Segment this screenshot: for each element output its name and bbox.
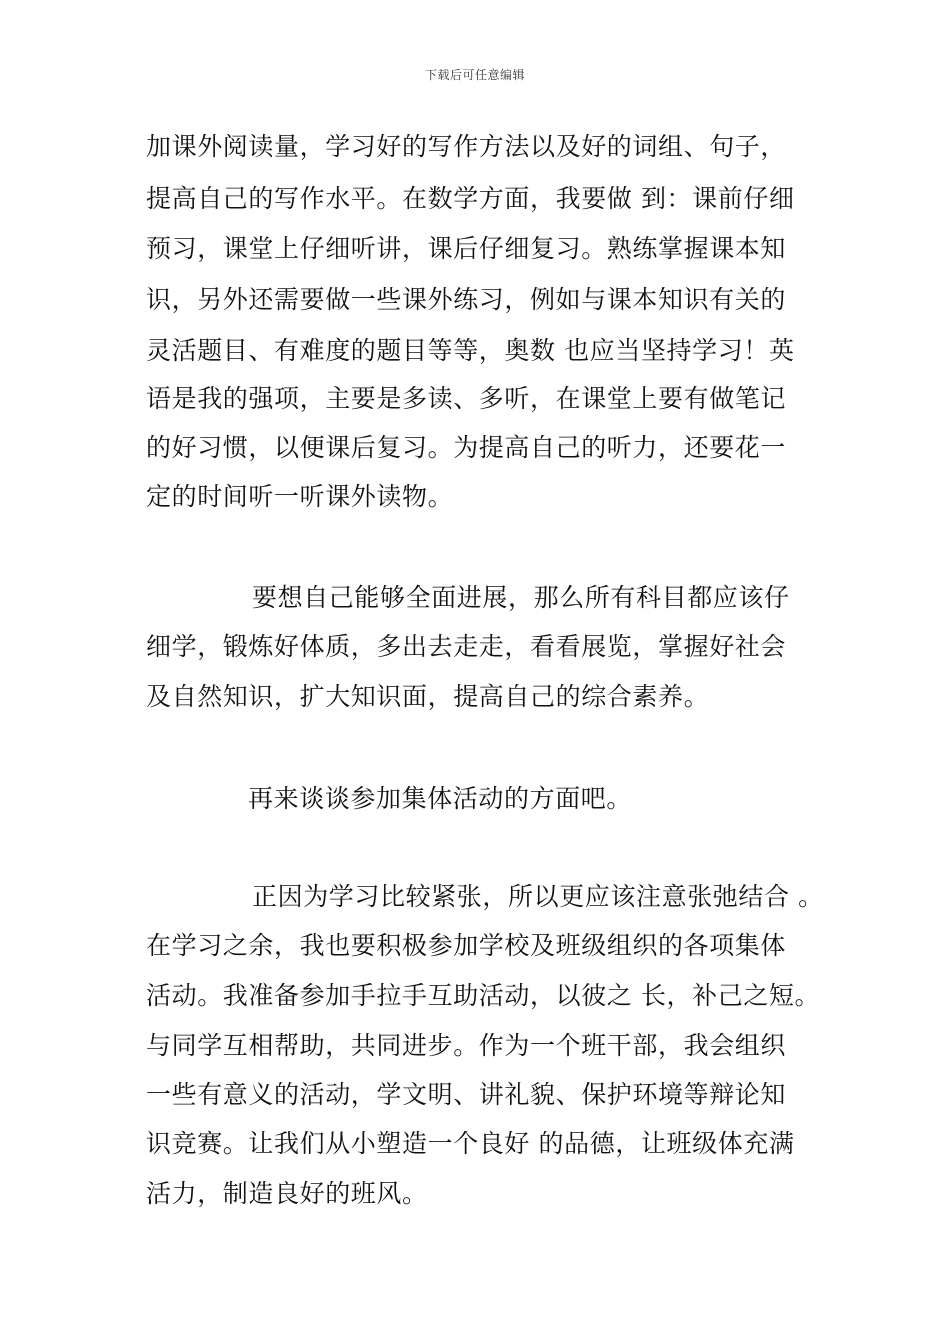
paragraph-2-line-1: 要想自己能够全面进展，那么所有科目都应该仔 (252, 583, 790, 612)
paragraph-3-line-1: 再来谈谈参加集体活动的方面吧。 (248, 784, 633, 813)
page-header: 下载后可任意编辑 (424, 68, 525, 82)
paragraph-4-line-2: 在学习之余，我也要积极参加学校及班级组织的各项集体 (146, 931, 787, 960)
paragraph-2-line-3: 及自然知识，扩大知识面，提高自己的综合素养。 (146, 682, 710, 711)
paragraph-1-line-5: 灵活题目、有难度的题目等等，奥数 也应当坚持学习！英 (146, 336, 795, 365)
paragraph-1-line-2: 提高自己的写作水平。在数学方面，我要做 到：课前仔细 (146, 184, 795, 213)
paragraph-4-line-7: 活力，制造良好的班风。 (146, 1179, 428, 1208)
paragraph-1-line-1: 加课外阅读量，学习好的写作方法以及好的词组、句子， (146, 132, 787, 161)
paragraph-4-line-1: 正因为学习比较紧张，所以更应该注意张弛结合 。 (252, 882, 824, 911)
paragraph-1-line-7: 的好习惯，以便课后复习。为提高自己的听力，还要花一 (146, 433, 787, 462)
paragraph-1-line-6: 语是我的强项，主要是多读、多听，在课堂上要有做笔记 (146, 384, 787, 413)
paragraph-1-line-3: 预习，课堂上仔细听讲，课后仔细复习。熟练掌握课本知 (146, 234, 787, 263)
paragraph-4-line-5: 一些有意义的活动，学文明、讲礼貌、保护环境等辩论知 (146, 1080, 787, 1109)
paragraph-1-line-8: 定的时间听一听课外读物。 (146, 482, 454, 511)
paragraph-1-line-4: 识，另外还需要做一些课外练习，例如与课本知识有关的 (146, 285, 787, 314)
paragraph-4-line-3: 活动。我准备参加手拉手互助活动，以彼之 长，补己之短。 (146, 981, 821, 1010)
paragraph-2-line-2: 细学，锻炼好体质，多出去走走，看看展览，掌握好社会 (146, 632, 787, 661)
paragraph-4-line-6: 识竞赛。让我们从小塑造一个良好 的品德，让班级体充满 (146, 1129, 795, 1158)
paragraph-4-line-4: 与同学互相帮助，共同进步。作为一个班干部，我会组织 (146, 1031, 787, 1060)
